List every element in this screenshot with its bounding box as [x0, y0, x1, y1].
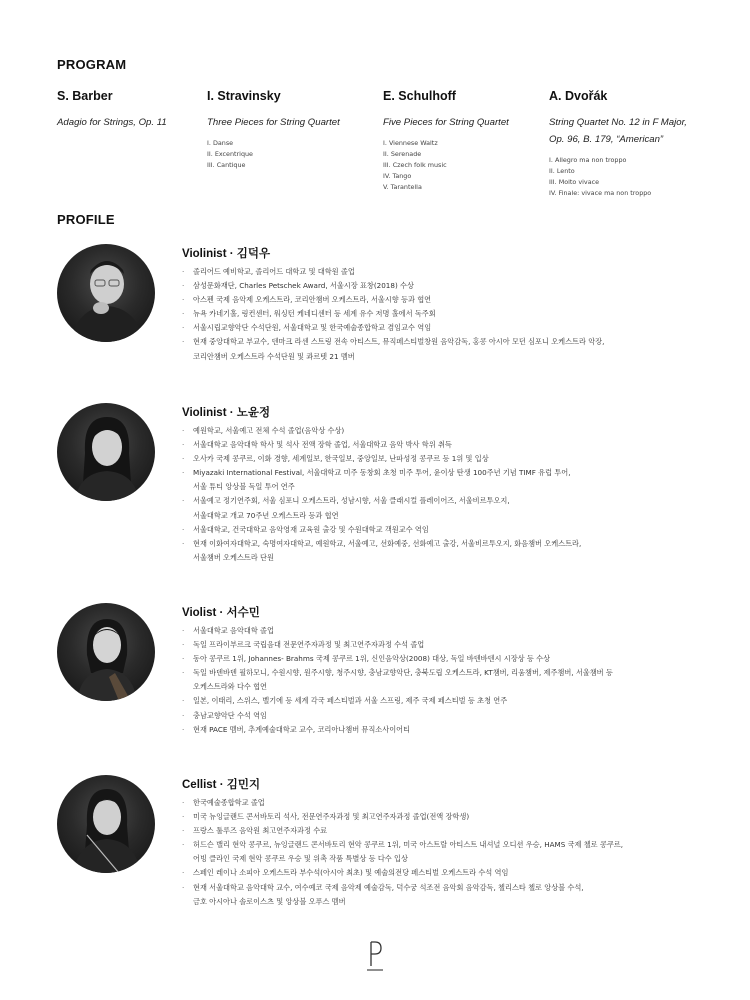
portrait-photo — [57, 775, 155, 873]
work-title: Five Pieces for String Quartet — [383, 117, 509, 128]
bio-item-continued: 서울챔버 오케스트라 단원 — [193, 552, 274, 562]
portrait-silhouette-icon — [57, 603, 155, 701]
bio-item: · 현재 이화여자대학교, 숙명여자대학교, 예원학교, 서울예고, 선화예중, 선화예고 출강, 서울비르투오지, 화음챔버 오케스트라, — [182, 537, 682, 551]
bio-item: · 서울대학교 음악대학 학사 및 석사 전액 장학 졸업, 서울대학교 음악 박사 학위 취득 — [182, 438, 682, 452]
bio-item: · 미국 뉴잉글랜드 콘서바토리 석사, 전문연주자과정 및 최고연주자과정 졸업(전액 장학생) — [182, 810, 682, 824]
program-column-schulhoff — [383, 89, 509, 193]
bio-item: · 오사카 국제 콩쿠르, 이화 경향, 세계일보, 한국일보, 중앙일보, 난파성정 콩쿠르 등 1위 및 입상 — [182, 452, 682, 466]
bio-item: · 졸리어드 예비학교, 졸리어드 대학교 및 대학원 졸업 — [182, 265, 682, 279]
work-title: Three Pieces for String Quartet — [207, 117, 340, 128]
profile-violist — [57, 603, 697, 753]
bio-item: · 현재 PACE 멤버, 추계예술대학교 교수, 코리아나챔버 뮤직소사이어티 — [182, 723, 682, 737]
portrait-photo — [57, 603, 155, 701]
bio-item: · 서울예고 정기연주회, 서울 심포니 오케스트라, 성남시향, 서울 클래시컬 플레이어즈, 서울비르투오지, — [182, 494, 682, 508]
portrait-silhouette-icon — [57, 244, 155, 342]
bio-item: · 뉴욕 카네기홀, 링컨센터, 워싱턴 케네디센터 등 세계 유수 저명 홀에서 독주회 — [182, 307, 682, 321]
bio-item: · 서울대학교 음악대학 졸업 — [182, 624, 682, 638]
bio-item: · 독일 바덴바덴 필하모니, 수원시향, 원주시향, 청주시향, 충남교향악단, 충북도립 오케스트라, KT챔버, 리움챔버, 제주챔버, 서울챔버 등 — [182, 666, 682, 680]
work-title-line: String Quartet No. 12 in F Major, — [549, 117, 687, 128]
bio-item: · 충남교향악단 수석 역임 — [182, 709, 682, 723]
work-title-line: Op. 96, B. 179, “American” — [549, 134, 664, 145]
bio-item: · Miyazaki International Festival, 서울대학교 미주 동창회 초청 미주 투어, 윤이상 탄생 100주년 기념 TIMF 유럽 투어, — [182, 466, 682, 480]
p-monogram-icon — [364, 940, 386, 976]
bio-list — [182, 624, 682, 737]
movement-item: II. Serenade — [383, 150, 422, 158]
movement-item: V. Tarantella — [383, 183, 422, 191]
bio-item: · 삼성문화재단, Charles Petschek Award, 서울시장 표창(2018) 수상 — [182, 279, 682, 293]
movement-list — [383, 138, 509, 193]
member-name: Violist · 서수민 — [182, 607, 260, 619]
bio-item: · 서울대학교, 건국대학교 음악영재 교육원 출강 및 수원대학교 객원교수 역임 — [182, 523, 682, 537]
bio-item: · 현재 중앙대학교 부교수, 덴마크 라센 스트링 전속 아티스트, 뮤직페스티벌창원 음악감독, 홍콩 아시아 모던 심포니 오케스트라 악장, — [182, 335, 682, 349]
composer-name: I. Stravinsky — [207, 89, 281, 103]
program-column-barber — [57, 89, 167, 131]
bio-item: · 예원학교, 서울예고 전체 수석 졸업(음악상 수상) — [182, 424, 682, 438]
bio-item: · 아스펜 국제 음악제 오케스트라, 코리안챔버 오케스트라, 서울시향 등과 협연 — [182, 293, 682, 307]
bio-list — [182, 796, 682, 909]
composer-name: S. Barber — [57, 89, 113, 103]
portrait-photo — [57, 244, 155, 342]
bio-item: · 한국예술종합학교 졸업 — [182, 796, 682, 810]
bio-item-continued: 서울 튜티 앙상블 독일 투어 연주 — [193, 482, 295, 492]
bio-item: · 독일 프라이부르크 국립음대 전문연주자과정 및 최고연주자과정 수석 졸업 — [182, 638, 682, 652]
movement-item: I. Danse — [207, 139, 234, 147]
bio-item: · 동아 콩쿠르 1위, Johannes- Brahms 국제 콩쿠르 1위, 신인음악상(2008) 대상, 독일 바덴바덴시 시장상 등 수상 — [182, 652, 682, 666]
profile-cellist — [57, 775, 697, 915]
work-title: Adagio for Strings, Op. 11 — [57, 117, 167, 128]
member-name: Cellist · 김민지 — [182, 779, 261, 791]
bio-item: · 허드슨 밸리 현악 콩쿠르, 뉴잉글랜드 콘서바토리 현악 콩쿠르 1위, 미국 아스트랄 아티스트 내셔널 오디션 우승, HAMS 국제 첼로 콩쿠르, — [182, 838, 682, 852]
program-column-stravinsky — [207, 89, 340, 171]
bio-item: · 스페인 레이나 소피아 오케스트라 부수석(아시아 최초) 및 예술의전당 페스티벌 오케스트라 수석 역임 — [182, 866, 682, 880]
bio-item-continued: 오케스트라와 다수 협연 — [193, 682, 268, 692]
bio-item: · 현재 서울대학교 음악대학 교수, 여수예코 국제 음악제 예술감독, 덕수궁 석조전 음악회 음악감독, 첼리스타 첼로 앙상블 수석, — [182, 881, 682, 895]
portrait-silhouette-icon — [57, 403, 155, 501]
bio-item: · 서울시립교향악단 수석단원, 서울대학교 및 한국예술종합학교 겸임교수 역임 — [182, 321, 682, 335]
movement-item: IV. Finale: vivace ma non troppo — [549, 189, 652, 197]
movement-list — [549, 155, 687, 199]
bio-item-continued: 금호 아시아나 솔로이스츠 및 앙상블 오푸스 멤버 — [193, 896, 346, 906]
bio-item: · 일본, 이태리, 스위스, 벨기에 등 세계 각국 페스티벌과 서울 스프링, 제주 국제 페스티벌 등 초청 연주 — [182, 694, 682, 708]
movement-item: IV. Tango — [383, 172, 412, 180]
movement-item: III. Molto vivace — [549, 178, 600, 186]
bio-list — [182, 424, 682, 565]
work-title — [549, 114, 687, 148]
bio-item-continued: 어빙 클라인 국제 현악 콩쿠르 우승 및 위촉 작품 특별상 등 다수 입상 — [193, 854, 408, 864]
profile-violinist-2 — [57, 403, 697, 573]
bio-item: · 프랑스 툴루즈 음악원 최고연주자과정 수료 — [182, 824, 682, 838]
bio-list — [182, 265, 682, 364]
member-name: Violinist · 노윤정 — [182, 407, 271, 419]
movement-item: II. Lento — [549, 167, 575, 175]
movement-item: III. Czech folk music — [383, 161, 447, 169]
program-heading: PROGRAM — [57, 57, 127, 72]
composer-name: E. Schulhoff — [383, 89, 456, 103]
member-name: Violinist · 김덕우 — [182, 248, 271, 260]
movement-item: II. Excentrique — [207, 150, 253, 158]
portrait-silhouette-icon — [57, 775, 155, 873]
movement-item: I. Viennese Waltz — [383, 139, 438, 147]
movement-list — [207, 138, 340, 171]
composer-name: A. Dvořák — [549, 89, 608, 103]
movement-item: I. Allegro ma non troppo — [549, 156, 627, 164]
profile-heading: PROFILE — [57, 212, 115, 227]
profile-violinist-1 — [57, 244, 697, 374]
bio-item-continued: 서울대학교 개교 70주년 오케스트라 등과 협연 — [193, 510, 339, 520]
movement-item: III. Cantique — [207, 161, 246, 169]
program-column-dvorak — [549, 89, 687, 199]
bio-item-continued: 코리안챔버 오케스트라 수석단원 및 콰르텟 21 멤버 — [193, 351, 355, 361]
portrait-photo — [57, 403, 155, 501]
